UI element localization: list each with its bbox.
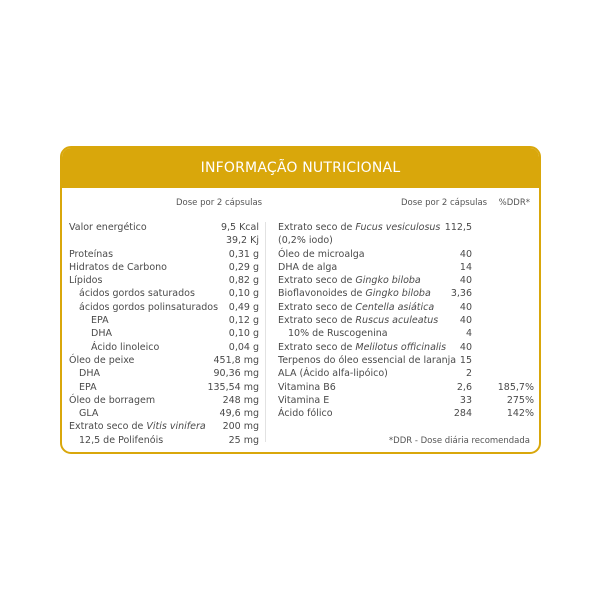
row-label-species: Gingko biloba <box>355 275 421 287</box>
footnote: *DDR - Dose diária recomendada <box>388 436 530 446</box>
row-value: 3,36 <box>450 288 472 300</box>
row-label: GLA <box>79 408 99 420</box>
row-label: Proteínas <box>69 248 114 260</box>
row-value: 40 <box>459 301 472 313</box>
row-label: ácidos gordos saturados <box>79 288 195 300</box>
row-value: 0,10 g <box>228 288 259 300</box>
table-row <box>278 287 534 300</box>
row-label: ALA (Ácido alfa-lipóico) <box>278 368 388 380</box>
row-value: 40 <box>459 341 472 353</box>
row-value: 2,6 <box>456 381 472 393</box>
row-value: 284 <box>453 408 472 420</box>
row-label <box>278 274 421 287</box>
row-value: 14 <box>459 261 472 273</box>
row-label-prefix: Bioflavonoides de <box>278 288 366 300</box>
ddr-header: %DDR* <box>498 198 530 208</box>
row-label <box>278 341 446 354</box>
row-label: Óleo de microalga <box>278 248 365 260</box>
row-label: Ácido fólico <box>278 408 333 420</box>
row-label: (0,2% iodo) <box>278 235 333 247</box>
row-value: 0,12 g <box>228 315 259 327</box>
row-value: 49,6 mg <box>219 408 259 420</box>
table-row <box>69 261 259 274</box>
row-label: Ácido linoleico <box>91 341 160 353</box>
table-row <box>69 381 259 394</box>
row-label: 12,5 de Polifenóis <box>79 434 164 446</box>
row-label: Óleo de peixe <box>69 354 135 366</box>
row-ddr: 275% <box>506 394 534 406</box>
table-row <box>69 248 259 261</box>
row-label: EPA <box>91 315 109 327</box>
table-row <box>278 248 534 261</box>
row-label <box>69 420 206 433</box>
table-row <box>278 367 534 380</box>
row-label-prefix: Extrato seco de <box>278 301 356 313</box>
table-body <box>62 188 539 452</box>
table-row <box>69 274 259 287</box>
table-row <box>278 354 534 367</box>
row-value: 451,8 mg <box>213 354 259 366</box>
table-row <box>278 274 534 287</box>
row-label: Vitamina E <box>278 394 330 406</box>
left-column <box>69 221 259 447</box>
table-row <box>69 314 259 327</box>
row-value: 0,82 g <box>228 275 259 287</box>
row-ddr: 142% <box>506 408 534 420</box>
row-value: 39,2 Kj <box>225 235 259 247</box>
row-label: Hidratos de Carbono <box>69 261 167 273</box>
table-row <box>278 394 534 407</box>
row-label <box>278 301 434 314</box>
row-value: 9,5 Kcal <box>220 222 259 233</box>
row-label: Vitamina B6 <box>278 381 336 393</box>
row-value: 200 mg <box>222 421 259 433</box>
table-row <box>69 420 259 433</box>
row-value: 135,54 mg <box>207 381 259 393</box>
row-value: 15 <box>459 354 472 366</box>
table-row <box>69 407 259 420</box>
table-row <box>69 287 259 300</box>
row-value: 0,29 g <box>228 261 259 273</box>
row-label: Valor energético <box>69 222 147 233</box>
row-value: 40 <box>459 315 472 327</box>
table-row <box>278 234 534 247</box>
row-label-prefix: Extrato seco de <box>278 275 356 287</box>
row-label: EPA <box>79 381 97 393</box>
row-label: Terpenos do óleo essencial de laranja <box>278 354 457 366</box>
row-value: 0,31 g <box>228 248 259 260</box>
row-ddr: 185,7% <box>497 381 534 393</box>
row-value: 0,10 g <box>228 328 259 340</box>
table-row <box>278 407 534 420</box>
table-row <box>69 301 259 314</box>
table-row <box>69 221 259 234</box>
left-dose-header: Dose por 2 cápsulas <box>176 198 263 208</box>
row-label-species: Centella asiática <box>355 301 435 313</box>
row-label-prefix: Extrato seco de <box>69 421 147 433</box>
row-label-species: Fucus vesiculosus <box>355 222 441 233</box>
row-value: 90,36 mg <box>213 368 259 380</box>
table-row <box>69 354 259 367</box>
table-row <box>69 367 259 380</box>
row-label: DHA <box>79 368 100 380</box>
nutrition-table <box>60 146 541 454</box>
table-row <box>278 261 534 274</box>
row-label-prefix: Extrato seco de <box>278 341 356 353</box>
row-value: 248 mg <box>222 394 259 406</box>
row-label: Lípidos <box>69 275 103 287</box>
row-label: DHA <box>91 328 112 340</box>
table-row <box>278 341 534 354</box>
row-value: 25 mg <box>228 434 259 446</box>
row-label: ácidos gordos polinsaturados <box>79 301 219 313</box>
row-label-species: Vitis vinifera <box>146 421 206 433</box>
column-divider <box>265 222 266 442</box>
row-label-prefix: Extrato seco de <box>278 222 356 233</box>
row-label <box>278 287 431 300</box>
table-row <box>278 381 534 394</box>
row-label-prefix: Extrato seco de <box>278 315 356 327</box>
row-value: 40 <box>459 248 472 260</box>
table-row <box>69 394 259 407</box>
row-value: 4 <box>465 328 472 340</box>
row-label-species: Gingko biloba <box>365 288 431 300</box>
row-value: 2 <box>465 368 472 380</box>
table-row <box>278 301 534 314</box>
table-row <box>278 221 534 234</box>
row-value: 33 <box>459 394 472 406</box>
right-dose-header: Dose por 2 cápsulas <box>401 198 488 208</box>
row-label: 10% de Ruscogenina <box>288 328 388 340</box>
row-value: 0,49 g <box>228 301 259 313</box>
row-label <box>278 221 440 234</box>
row-label <box>278 314 438 327</box>
row-value: 112,5 <box>444 222 472 233</box>
right-column <box>278 221 534 420</box>
table-row <box>69 434 259 447</box>
table-row <box>69 327 259 340</box>
row-label-species: Ruscus aculeatus <box>355 315 439 327</box>
table-row <box>278 314 534 327</box>
row-value: 0,04 g <box>228 341 259 353</box>
table-title: INFORMAÇÃO NUTRICIONAL <box>62 148 539 188</box>
table-row <box>278 327 534 340</box>
row-label-species: Melilotus officinalis <box>355 341 447 353</box>
row-label: DHA de alga <box>278 261 338 273</box>
table-row <box>69 341 259 354</box>
row-label: Óleo de borragem <box>69 394 156 406</box>
row-value: 40 <box>459 275 472 287</box>
table-row <box>69 234 259 247</box>
